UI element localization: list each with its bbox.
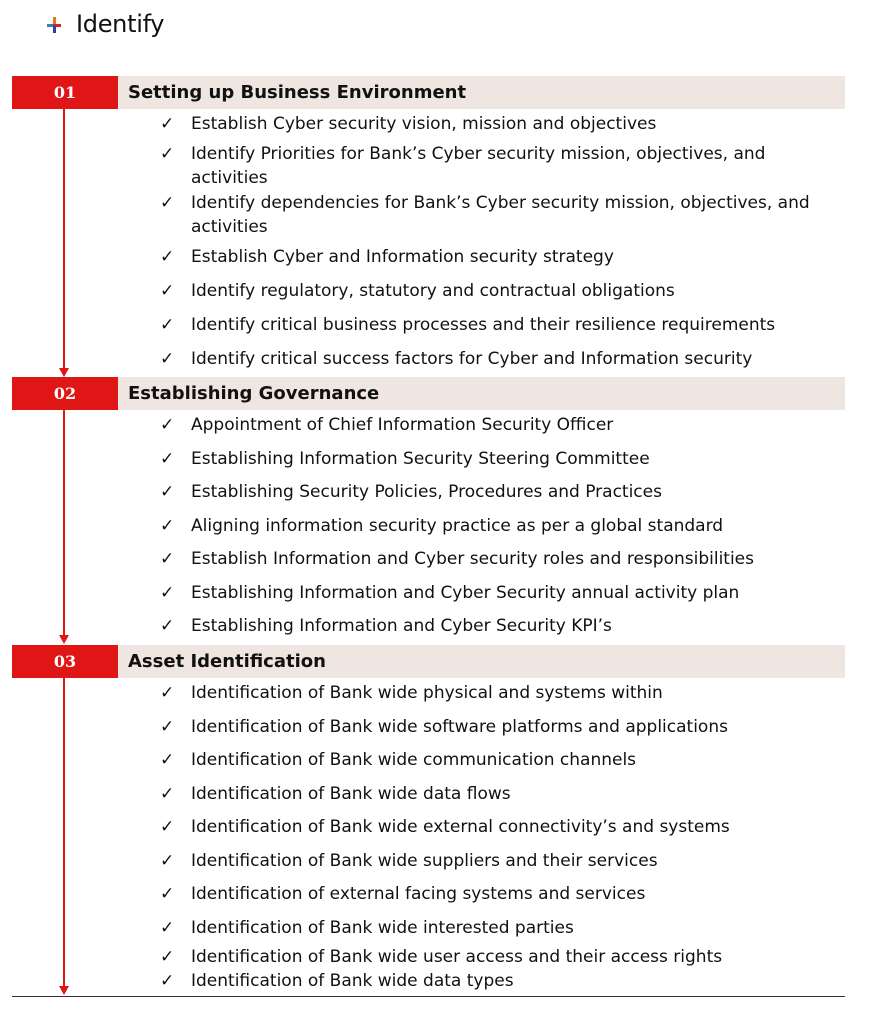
checkmark-icon: ✓	[160, 281, 175, 301]
list-item: ✓ Identify regulatory, statutory and contractual obligations	[160, 281, 675, 301]
list-item: ✓ Establish Cyber and Information security strategy	[160, 247, 614, 267]
list-item: ✓ Aligning information security practice as per a global standard	[160, 516, 724, 536]
list-item: ✓ Establishing Information and Cyber Security annual activity plan	[160, 583, 740, 603]
checkmark-icon: ✓	[160, 817, 175, 837]
section-header-03	[12, 645, 845, 678]
checkmark-icon: ✓	[160, 616, 175, 636]
list-item: ✓ Identification of Bank wide software platforms and applications	[160, 717, 728, 737]
checkmark-icon: ✓	[160, 851, 175, 871]
list-item: ✓ Identification of Bank wide physical and systems within	[160, 683, 663, 703]
colored-plus-bullet-icon	[44, 13, 64, 35]
checkmark-icon: ✓	[160, 247, 175, 267]
checkmark-icon: ✓	[160, 516, 175, 536]
timeline-connector-2	[63, 410, 65, 639]
timeline-arrow-1-icon	[59, 368, 69, 377]
checkmark-icon: ✓	[160, 947, 175, 967]
list-item: ✓ Identification of Bank wide data types	[160, 971, 514, 991]
section-number: 03	[12, 645, 118, 678]
section-title: Asset Identification	[118, 645, 845, 678]
checkmark-icon: ✓	[160, 784, 175, 804]
section-header-02	[12, 377, 845, 410]
section-title: Establishing Governance	[118, 377, 845, 410]
checkmark-icon: ✓	[160, 315, 175, 335]
list-item: ✓ Identification of external facing systems and services	[160, 884, 646, 904]
list-item: ✓ Identification of Bank wide suppliers and their services	[160, 851, 658, 871]
checkmark-icon: ✓	[160, 884, 175, 904]
list-item: ✓ Establishing Information and Cyber Security KPI’s	[160, 616, 612, 636]
checkmark-icon: ✓	[160, 918, 175, 938]
list-item: ✓ Identify Priorities for Bank’s Cyber security mission, objectives, and activities	[160, 144, 766, 188]
checkmark-icon: ✓	[160, 193, 175, 213]
timeline-connector-3	[63, 678, 65, 988]
checkmark-icon: ✓	[160, 114, 175, 134]
section-header-01	[12, 76, 845, 109]
list-item: ✓ Identify critical success factors for Cyber and Information security	[160, 349, 753, 369]
list-item: ✓ Identify critical business processes and their resilience requirements	[160, 315, 776, 335]
section-number: 02	[12, 377, 118, 410]
list-item: ✓ Establishing Security Policies, Procedures and Practices	[160, 482, 662, 502]
list-item: ✓ Establishing Information Security Steering Committee	[160, 449, 650, 469]
checkmark-icon: ✓	[160, 549, 175, 569]
checkmark-icon: ✓	[160, 144, 175, 164]
section-title: Setting up Business Environment	[118, 76, 845, 109]
list-item: ✓ Identification of Bank wide communication channels	[160, 750, 637, 770]
timeline-connector-1	[63, 109, 65, 372]
checkmark-icon: ✓	[160, 449, 175, 469]
checkmark-icon: ✓	[160, 750, 175, 770]
list-item: ✓ Identification of Bank wide data flows	[160, 784, 511, 804]
checkmark-icon: ✓	[160, 683, 175, 703]
page-title: Identify	[76, 10, 165, 38]
list-item: ✓ Establish Information and Cyber security roles and responsibilities	[160, 549, 754, 569]
list-item: ✓ Establish Cyber security vision, mission and objectives	[160, 114, 657, 134]
checkmark-icon: ✓	[160, 482, 175, 502]
list-item: ✓ Identification of Bank wide interested parties	[160, 918, 574, 938]
page-heading	[44, 6, 164, 42]
section-number: 01	[12, 76, 118, 109]
list-item: ✓ Identify dependencies for Bank’s Cyber security mission, objectives, and activities	[160, 193, 810, 237]
bottom-divider	[12, 996, 845, 997]
checkmark-icon: ✓	[160, 583, 175, 603]
list-item: ✓ Identification of Bank wide user access and their access rights	[160, 947, 723, 967]
timeline-arrow-2-icon	[59, 635, 69, 644]
list-item: ✓ Appointment of Chief Information Security Officer	[160, 415, 614, 435]
checkmark-icon: ✓	[160, 717, 175, 737]
checkmark-icon: ✓	[160, 415, 175, 435]
checkmark-icon: ✓	[160, 349, 175, 369]
timeline-arrow-3-icon	[59, 986, 69, 995]
checkmark-icon: ✓	[160, 971, 175, 991]
list-item: ✓ Identification of Bank wide external connectivity’s and systems	[160, 817, 730, 837]
